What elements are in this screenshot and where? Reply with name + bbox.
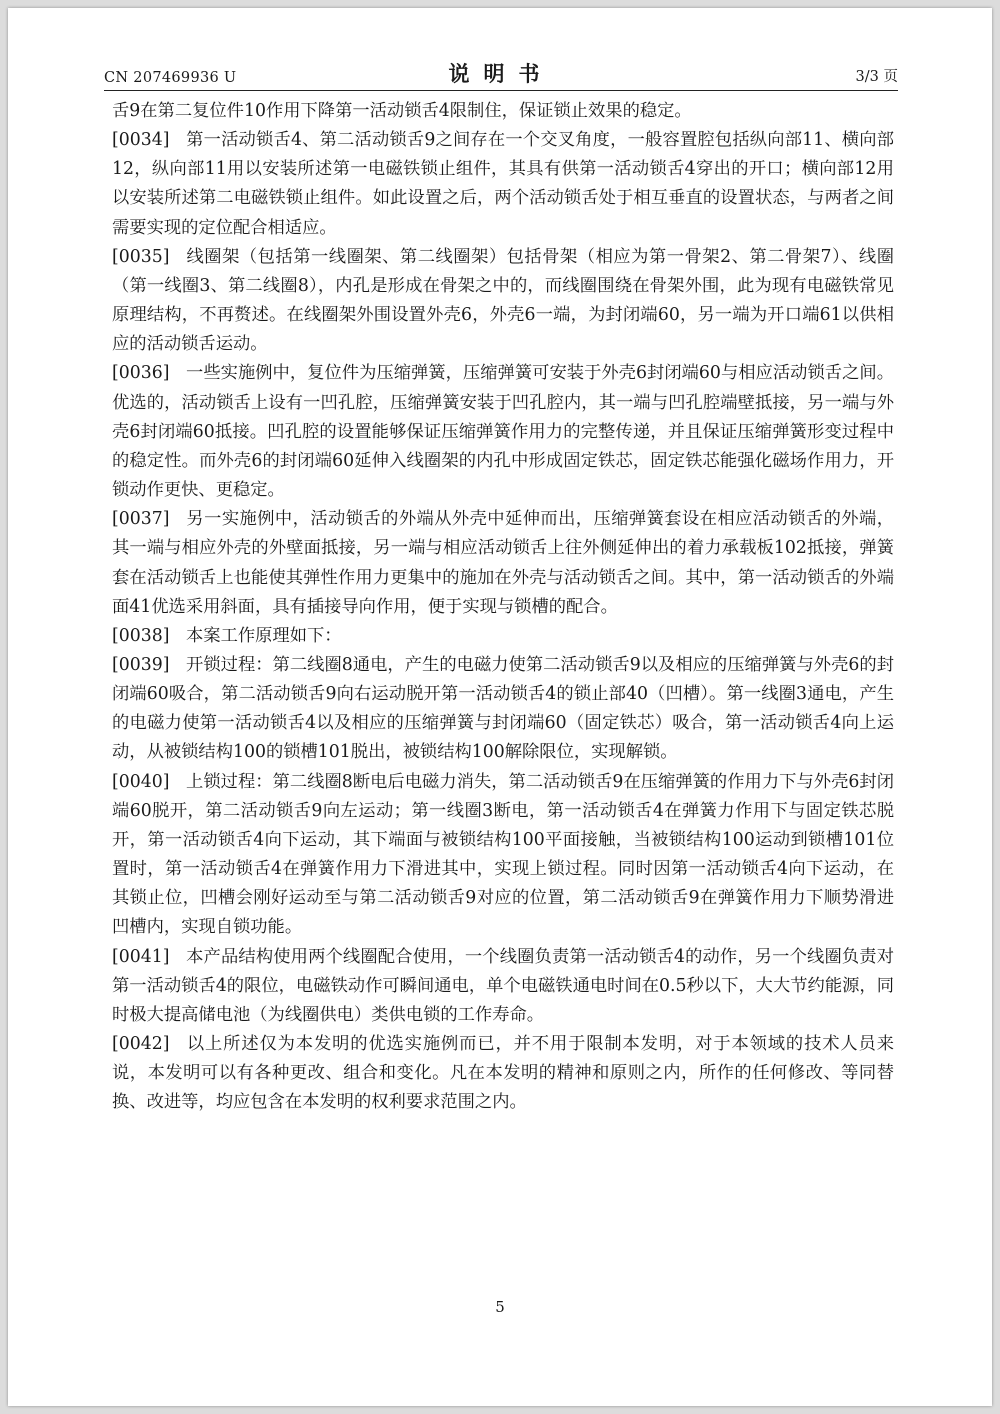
paragraph-text: 以上所述仅为本发明的优选实施例而已，并不用于限制本发明，对于本领域的技术人员来说，本发明可以有各种更改、组合和变化。凡在本发明的精神和原则之内，所作的任何修改、等同替换、改进等，均应包含在本发明的权利要求范围之内。 (112, 1034, 894, 1113)
paragraph-0036 (112, 359, 894, 505)
paragraph-text: 上锁过程：第二线圈8断电后电磁力消失，第二活动锁舌9在压缩弹簧的作用力下与外壳6封闭端60脱开，第二活动锁舌9向左运动；第一线圈3断电，第一活动锁舌4在弹簧力作用下与固定铁芯脱开，第一活动锁舌4向下运动，其下端面与被锁结构100平面接触，当被锁结构100运动到锁槽101位置时，第一活动锁舌4在弹簧作用力下滑进其中，实现上锁过程。同时因第一活动锁舌4向下运动，在其锁止位，凹槽会刚好运动至与第二活动锁舌9对应的位置，第二活动锁舌9在弹簧作用力下顺势滑进凹槽内，实现自锁功能。 (112, 771, 894, 938)
paragraph-text: 一些实施例中，复位件为压缩弹簧，压缩弹簧可安装于外壳6封闭端60与相应活动锁舌之间。优选的，活动锁舌上设有一凹孔腔，压缩弹簧安装于凹孔腔内，其一端与凹孔腔端壁抵接，另一端与外壳6封闭端60抵接。凹孔腔的设置能够保证压缩弹簧作用力的完整传递，并且保证压缩弹簧形变过程中的稳定性。而外壳6的封闭端60延伸入线圈架的内孔中形成固定铁芯，固定铁芯能强化磁场作用力，开锁动作更快、更稳定。 (112, 363, 894, 501)
paragraph-text: 另一实施例中，活动锁舌的外端从外壳中延伸而出，压缩弹簧套设在相应活动锁舌的外端，其一端与相应外壳的外壁面抵接，另一端与相应活动锁舌上往外侧延伸出的着力承载板102抵接，弹簧套在活动锁舌上也能使其弹性作用力更集中的施加在外壳与活动锁舌之间。其中，第一活动锁舌的外端面41优选采用斜面，具有插接导向作用，便于实现与锁槽的配合。 (112, 509, 894, 617)
paragraph-number: [0037] (112, 509, 170, 530)
paragraph-0035 (112, 243, 894, 360)
paragraph-0038 (112, 622, 894, 651)
paragraph-0042 (112, 1030, 894, 1117)
paragraph-0041 (112, 943, 894, 1030)
paragraph-text: 线圈架（包括第一线圈架、第二线圈架）包括骨架（相应为第一骨架2、第二骨架7）、线圈（第一线圈3、第二线圈8），内孔是形成在骨架之中的，而线圈围绕在骨架外围，此为现有电磁铁常见原理结构，不再赘述。在线圈架外围设置外壳6，外壳6一端，为封闭端60，另一端为开口端61以供相应的活动锁舌运动。 (112, 246, 894, 355)
paragraph-text: 第一活动锁舌4、第二活动锁舌9之间存在一个交叉角度，一般容置腔包括纵向部11、横向部12，纵向部11用以安装所述第一电磁铁锁止组件，其具有供第一活动锁舌4穿出的开口；横向部12用以安装所述第二电磁铁锁止组件。如此设置之后，两个活动锁舌处于相互垂直的设置状态，与两者之间需要实现的定位配合相适应。 (112, 130, 894, 238)
paragraph-0040 (112, 768, 894, 943)
paragraph-number: [0041] (112, 946, 170, 967)
paragraph-number: [0039] (112, 654, 170, 675)
paragraph-number: [0035] (112, 246, 170, 267)
page-indicator: 3/3 页 (855, 69, 898, 85)
paragraph-number: [0038] (112, 625, 170, 646)
paragraph-text: 本案工作原理如下： (186, 625, 342, 646)
continuation-text: 舌9在第二复位件10作用下降第一活动锁舌4限制住，保证锁止效果的稳定。 (112, 101, 692, 121)
patent-number: CN 207469936 U (104, 70, 237, 86)
document-body (112, 97, 894, 1117)
page-header (104, 58, 898, 91)
paragraph-text: 开锁过程：第二线圈8通电，产生的电磁力使第二活动锁舌9以及相应的压缩弹簧与外壳6的封闭端60吸合，第二活动锁舌9向右运动脱开第一活动锁舌4的锁止部40（凹槽）。第一线圈3通电，产生的电磁力使第一活动锁舌4以及相应的压缩弹簧与封闭端60（固定铁芯）吸合，第一活动锁舌4向上运动，从被锁结构100的锁槽101脱出，被锁结构100解除限位，实现解锁。 (112, 654, 894, 763)
paragraph-text: 本产品结构使用两个线圈配合使用，一个线圈负责第一活动锁舌4的动作，另一个线圈负责对第一活动锁舌4的限位，电磁铁动作可瞬间通电，单个电磁铁通电时间在0.5秒以下，大大节约能源，同时极大提高储电池（为线圈供电）类供电锁的工作寿命。 (112, 946, 894, 1025)
paragraph-number: [0040] (112, 771, 170, 792)
paragraph-number: [0036] (112, 363, 170, 384)
page-number: 5 (495, 1298, 505, 1316)
paragraph-number: [0034] (112, 130, 170, 151)
paragraph-0037 (112, 505, 894, 622)
paragraph-0039 (112, 651, 894, 768)
paragraph-number: [0042] (112, 1034, 170, 1054)
paragraph-0034 (112, 126, 894, 243)
document-title: 说明书 (448, 61, 554, 86)
